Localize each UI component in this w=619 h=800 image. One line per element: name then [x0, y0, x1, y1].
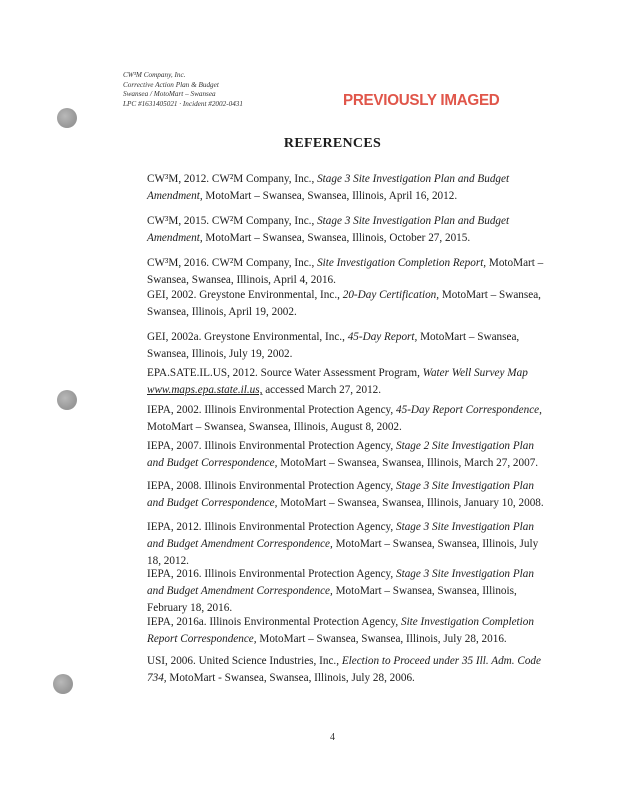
header-site: Swansea / MotoMart – Swansea [123, 90, 216, 99]
reference-entry: CW³M, 2015. CW²M Company, Inc., Stage 3 Site Investigation Plan and Budget Amendment, MotoMart – Swansea, Swansea, Illinois, October 27, 2015. [147, 215, 510, 244]
binder-hole-top [57, 108, 77, 128]
reference-entry: IEPA, 2008. Illinois Environmental Protection Agency, Stage 3 Site Investigation Plan and Budget Correspondence, MotoMart – Swansea, Swansea, Illinois, January 10, 2008. [147, 480, 544, 509]
header-document-type: Corrective Action Plan & Budget [123, 80, 219, 89]
document-header [123, 71, 243, 109]
reference-entry: IEPA, 2007. Illinois Environmental Protection Agency, Stage 2 Site Investigation Plan and Budget Correspondence, MotoMart – Swansea, Swansea, Illinois, March 27, 2007. [147, 440, 539, 469]
header-company: CW³M Company, Inc. [123, 71, 186, 79]
binder-hole-middle [57, 390, 77, 410]
reference-entry: CW³M, 2016. CW²M Company, Inc., Site Investigation Completion Report, MotoMart – Swansea, Swansea, Illinois, April 4, 2016. [147, 257, 544, 286]
previously-imaged-stamp: PREVIOUSLY IMAGED [343, 92, 500, 109]
page-number: 4 [330, 732, 335, 743]
reference-entry: EPA.SATE.IL.US, 2012. Source Water Assessment Program, Water Well Survey Map www.maps.epa.state.il.us, accessed March 27, 2012. [147, 367, 528, 396]
reference-entry: GEI, 2002. Greystone Environmental, Inc., 20-Day Certification, MotoMart – Swansea, Swansea, Illinois, April 19, 2002. [147, 289, 541, 318]
reference-entry: IEPA, 2002. Illinois Environmental Protection Agency, 45-Day Report Correspondence, MotoMart – Swansea, Swansea, Illinois, August 8, 2002. [147, 404, 542, 433]
reference-entry: GEI, 2002a. Greystone Environmental, Inc., 45-Day Report, MotoMart – Swansea, Swansea, Illinois, July 19, 2002. [147, 331, 520, 360]
reference-entry: IEPA, 2012. Illinois Environmental Protection Agency, Stage 3 Site Investigation Plan and Budget Amendment Correspondence, MotoMart – Swansea, Swansea, Illinois, July 18, 2012. [147, 521, 539, 567]
reference-entry: IEPA, 2016a. Illinois Environmental Protection Agency, Site Investigation Completion Report Correspondence, MotoMart – Swansea, Swansea, Illinois, July 28, 2016. [147, 616, 534, 645]
binder-hole-bottom [53, 674, 73, 694]
header-incident: LPC #1631405021 · Incident #2002-0431 [123, 99, 243, 108]
page-title: REFERENCES [283, 136, 382, 151]
reference-entry: USI, 2006. United Science Industries, Inc., Election to Proceed under 35 Ill. Adm. Code 734, MotoMart - Swansea, Swansea, Illinois, July 28, 2006. [147, 655, 541, 684]
reference-entry: CW³M, 2012. CW²M Company, Inc., Stage 3 Site Investigation Plan and Budget Amendment, MotoMart – Swansea, Swansea, Illinois, April 16, 2012. [147, 173, 510, 202]
reference-entry: IEPA, 2016. Illinois Environmental Protection Agency, Stage 3 Site Investigation Plan and Budget Amendment Correspondence, MotoMart – Swansea, Swansea, Illinois, February 18, 2016. [147, 568, 534, 614]
reference-url[interactable]: www.maps.epa.state.il.us, [147, 384, 263, 396]
